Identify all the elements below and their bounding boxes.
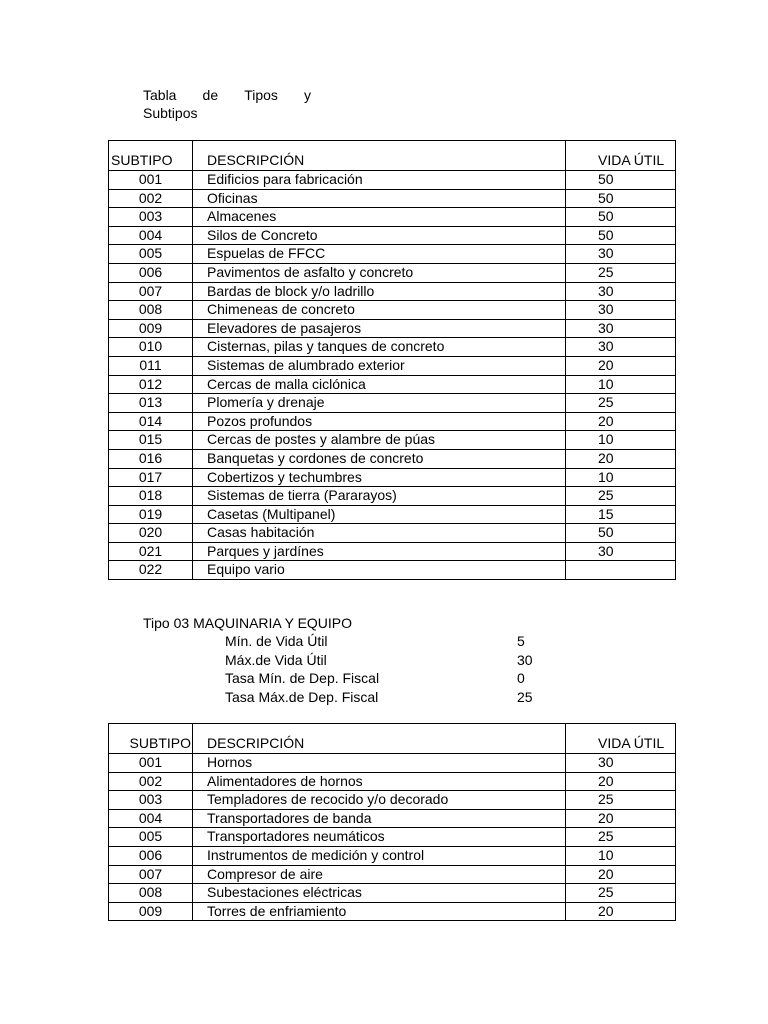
- table-row: [109, 542, 676, 561]
- table-row: [109, 338, 676, 357]
- tipo-03-title: Tipo 03 MAQUINARIA Y EQUIPO: [143, 615, 353, 631]
- descripcion-cell: Instrumentos de medición y control: [193, 846, 566, 865]
- descripcion-cell: Elevadores de pasajeros: [193, 319, 566, 338]
- vida-util-cell: 20: [566, 449, 676, 468]
- parameter-value: 25: [517, 688, 533, 705]
- vida-util-cell: 10: [566, 468, 676, 487]
- table-row: [109, 902, 676, 921]
- vida-util-cell: 10: [566, 375, 676, 394]
- table-row: [109, 319, 676, 338]
- heading-word: Tipos: [244, 87, 278, 103]
- vida-util-cell: 20: [566, 865, 676, 884]
- subtipo-cell: 014: [109, 412, 193, 431]
- table-row: [109, 263, 676, 282]
- descripcion-cell: Almacenes: [193, 208, 566, 227]
- table-row: [109, 375, 676, 394]
- subtipo-cell: 004: [109, 226, 193, 245]
- descripcion-cell: Cisternas, pilas y tanques de concreto: [193, 338, 566, 357]
- heading-word: Tabla: [143, 87, 177, 103]
- table-row: [109, 356, 676, 375]
- header-vida-util: VIDA ÚTIL: [566, 724, 676, 754]
- vida-util-cell: 50: [566, 189, 676, 208]
- descripcion-cell: Parques y jardínes: [193, 542, 566, 561]
- vida-util-cell: 20: [566, 356, 676, 375]
- parameter-label: Tasa Mín. de Dep. Fiscal: [225, 670, 380, 686]
- vida-util-cell: 50: [566, 524, 676, 543]
- subtipo-cell: 008: [109, 301, 193, 320]
- table-row: [109, 846, 676, 865]
- vida-util-cell: 30: [566, 245, 676, 264]
- descripcion-cell: Torres de enfriamiento: [193, 902, 566, 921]
- subtipo-cell: 007: [109, 865, 193, 884]
- heading-word: y: [304, 87, 311, 103]
- subtipo-cell: 003: [109, 791, 193, 810]
- vida-util-cell: 25: [566, 884, 676, 903]
- table-row: [109, 561, 676, 580]
- parameter-value: 5: [517, 633, 525, 649]
- subtipo-cell: 013: [109, 394, 193, 413]
- table-row: [109, 487, 676, 506]
- table-row: [109, 772, 676, 791]
- descripcion-cell: Hornos: [193, 754, 566, 773]
- header-subtipo: SUBTIPO: [109, 141, 193, 171]
- descripcion-cell: Banquetas y cordones de concreto: [193, 449, 566, 468]
- table-row: [109, 449, 676, 468]
- subtipo-cell: 005: [109, 828, 193, 847]
- descripcion-cell: Alimentadores de hornos: [193, 772, 566, 791]
- descripcion-cell: Plomería y drenaje: [193, 394, 566, 413]
- table-row: [109, 884, 676, 903]
- vida-util-cell: 50: [566, 171, 676, 190]
- vida-util-cell: [566, 561, 676, 580]
- subtipo-cell: 004: [109, 809, 193, 828]
- vida-util-cell: 25: [566, 791, 676, 810]
- parameter-value: 0: [517, 670, 525, 686]
- table-row: [109, 394, 676, 413]
- subtipo-cell: 020: [109, 524, 193, 543]
- subtipo-cell: 018: [109, 487, 193, 506]
- parameter-row: [225, 688, 533, 707]
- subtypes-table-2: [108, 723, 676, 921]
- heading-line-2: Subtipos: [143, 105, 198, 121]
- descripcion-cell: Sistemas de alumbrado exterior: [193, 356, 566, 375]
- descripcion-cell: Equipo vario: [193, 561, 566, 580]
- descripcion-cell: Sistemas de tierra (Pararayos): [193, 487, 566, 506]
- parameter-label: Mín. de Vida Útil: [225, 633, 328, 649]
- vida-util-cell: 30: [566, 754, 676, 773]
- table-header-row: [109, 141, 676, 171]
- vida-util-cell: 20: [566, 772, 676, 791]
- subtipo-cell: 016: [109, 449, 193, 468]
- subtipo-cell: 006: [109, 846, 193, 865]
- subtipo-cell: 008: [109, 884, 193, 903]
- subtipo-cell: 017: [109, 468, 193, 487]
- subtipo-cell: 002: [109, 772, 193, 791]
- descripcion-cell: Espuelas de FFCC: [193, 245, 566, 264]
- parameter-label: Máx.de Vida Útil: [225, 651, 327, 668]
- subtipo-cell: 005: [109, 245, 193, 264]
- table-row: [109, 431, 676, 450]
- heading-line-1: [143, 86, 311, 104]
- table-row: [109, 412, 676, 431]
- header-subtipo: SUBTIPO: [109, 724, 193, 754]
- descripcion-cell: Compresor de aire: [193, 865, 566, 884]
- descripcion-cell: Cercas de malla ciclónica: [193, 375, 566, 394]
- subtipo-cell: 002: [109, 189, 193, 208]
- subtipo-cell: 009: [109, 902, 193, 921]
- parameter-row: [225, 651, 533, 670]
- parameter-row: [225, 669, 533, 688]
- table-row: [109, 524, 676, 543]
- vida-util-cell: 10: [566, 846, 676, 865]
- vida-util-cell: 15: [566, 505, 676, 524]
- vida-util-cell: 30: [566, 282, 676, 301]
- vida-util-cell: 50: [566, 226, 676, 245]
- subtipo-cell: 019: [109, 505, 193, 524]
- subtipo-cell: 007: [109, 282, 193, 301]
- descripcion-cell: Cobertizos y techumbres: [193, 468, 566, 487]
- document-heading: [143, 86, 311, 122]
- table-row: [109, 226, 676, 245]
- table-row: [109, 189, 676, 208]
- tipo-03-parameters: [225, 632, 533, 706]
- descripcion-cell: Edificios para fabricación: [193, 171, 566, 190]
- vida-util-cell: 30: [566, 301, 676, 320]
- vida-util-cell: 20: [566, 412, 676, 431]
- table-row: [109, 208, 676, 227]
- subtipo-cell: 012: [109, 375, 193, 394]
- header-descripcion: DESCRIPCIÓN: [193, 141, 566, 171]
- table-row: [109, 245, 676, 264]
- subtipo-cell: 001: [109, 754, 193, 773]
- heading-word: de: [202, 87, 219, 103]
- table-row: [109, 505, 676, 524]
- parameter-row: [225, 632, 533, 651]
- descripcion-cell: Silos de Concreto: [193, 226, 566, 245]
- table-row: [109, 171, 676, 190]
- descripcion-cell: Chimeneas de concreto: [193, 301, 566, 320]
- subtypes-table-1: [108, 140, 676, 580]
- descripcion-cell: Transportadores de banda: [193, 809, 566, 828]
- vida-util-cell: 30: [566, 338, 676, 357]
- descripcion-cell: Cercas de postes y alambre de púas: [193, 431, 566, 450]
- descripcion-cell: Casas habitación: [193, 524, 566, 543]
- table-row: [109, 754, 676, 773]
- vida-util-cell: 20: [566, 902, 676, 921]
- subtipo-cell: 001: [109, 171, 193, 190]
- subtipo-cell: 006: [109, 263, 193, 282]
- header-descripcion: DESCRIPCIÓN: [193, 724, 566, 754]
- descripcion-cell: Templadores de recocido y/o decorado: [193, 791, 566, 810]
- subtipo-cell: 003: [109, 208, 193, 227]
- descripcion-cell: Transportadores neumáticos: [193, 828, 566, 847]
- subtipo-cell: 022: [109, 561, 193, 580]
- vida-util-cell: 30: [566, 319, 676, 338]
- descripcion-cell: Pozos profundos: [193, 412, 566, 431]
- descripcion-cell: Pavimentos de asfalto y concreto: [193, 263, 566, 282]
- subtipo-cell: 021: [109, 542, 193, 561]
- descripcion-cell: Casetas (Multipanel): [193, 505, 566, 524]
- table-header-row: [109, 724, 676, 754]
- subtipo-cell: 010: [109, 338, 193, 357]
- vida-util-cell: 10: [566, 431, 676, 450]
- table-row: [109, 468, 676, 487]
- table-row: [109, 865, 676, 884]
- vida-util-cell: 25: [566, 828, 676, 847]
- subtipo-cell: 009: [109, 319, 193, 338]
- descripcion-cell: Oficinas: [193, 189, 566, 208]
- table-row: [109, 828, 676, 847]
- vida-util-cell: 25: [566, 263, 676, 282]
- parameter-label: Tasa Máx.de Dep. Fiscal: [225, 688, 379, 705]
- subtipo-cell: 011: [109, 356, 193, 375]
- descripcion-cell: Bardas de block y/o ladrillo: [193, 282, 566, 301]
- vida-util-cell: 20: [566, 809, 676, 828]
- table-row: [109, 301, 676, 320]
- table-row: [109, 791, 676, 810]
- vida-util-cell: 25: [566, 487, 676, 506]
- vida-util-cell: 30: [566, 542, 676, 561]
- table-row: [109, 282, 676, 301]
- subtipo-cell: 015: [109, 431, 193, 450]
- descripcion-cell: Subestaciones eléctricas: [193, 884, 566, 903]
- table-row: [109, 809, 676, 828]
- parameter-value: 30: [517, 651, 533, 668]
- vida-util-cell: 25: [566, 394, 676, 413]
- header-vida-util: VIDA ÚTIL: [566, 141, 676, 171]
- vida-util-cell: 50: [566, 208, 676, 227]
